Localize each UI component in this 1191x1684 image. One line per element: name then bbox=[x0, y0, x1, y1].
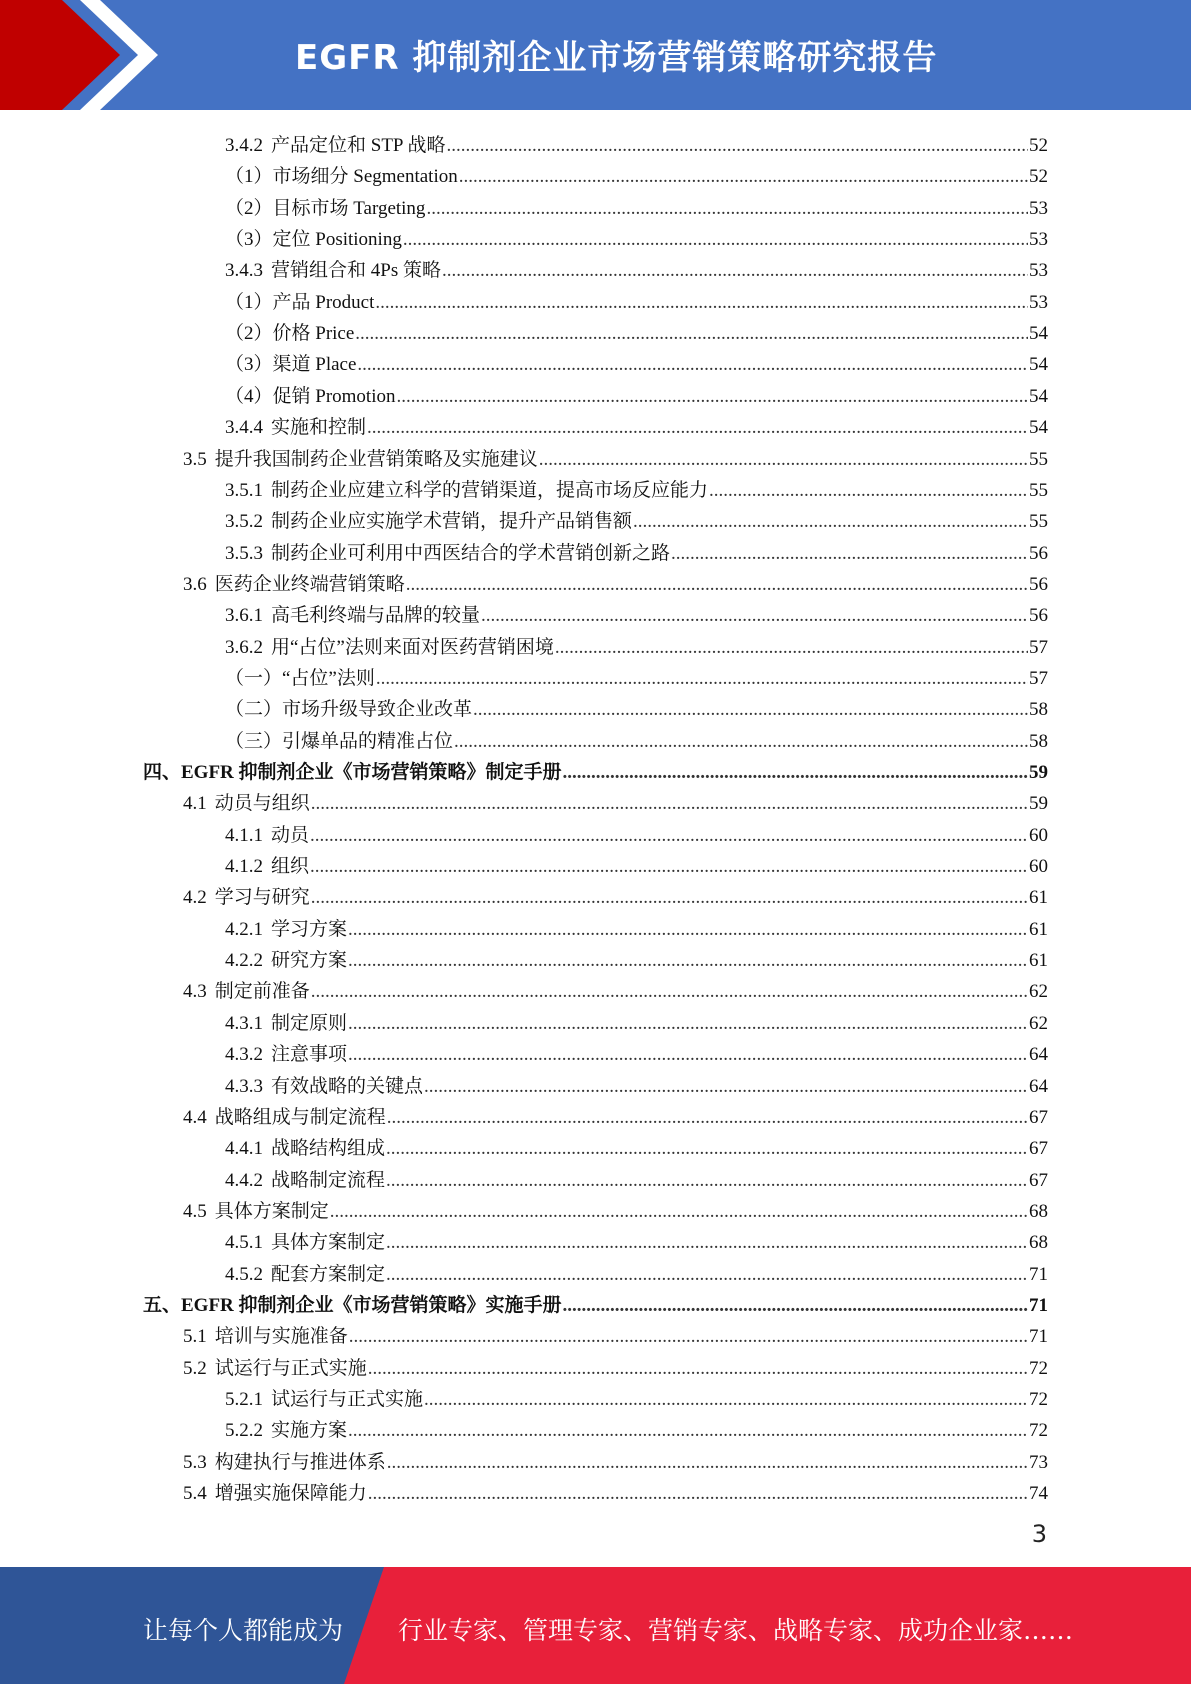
toc-entry-title: 提升我国制药企业营销策略及实施建议 bbox=[214, 449, 538, 470]
toc-entry-title: 增强实施保障能力 bbox=[214, 1483, 367, 1504]
toc-entry-title: 制药企业应实施学术营销，提升产品销售额 bbox=[271, 511, 633, 532]
toc-entry-page: 72 bbox=[1029, 1358, 1048, 1379]
toc-dot-leader bbox=[671, 542, 1028, 566]
toc-entry-page: 58 bbox=[1029, 731, 1048, 752]
toc-entry-page: 54 bbox=[1029, 354, 1048, 375]
footer-slogan-right: 行业专家、管理专家、营销专家、战略专家、成功企业家…… bbox=[398, 1616, 1074, 1645]
toc-entry-number: 4.2.1 bbox=[225, 919, 263, 940]
toc-entry-page: 67 bbox=[1029, 1138, 1048, 1159]
toc-entry-title: （二）市场升级导致企业改革 bbox=[225, 699, 473, 720]
toc-dot-leader bbox=[459, 165, 1028, 189]
toc-entry-title: （2）价格 Price bbox=[225, 323, 355, 344]
toc-entry-title: 有效战略的关键点 bbox=[271, 1076, 424, 1097]
toc-entry-title: 培训与实施准备 bbox=[214, 1326, 348, 1347]
toc-entry[interactable] bbox=[225, 1162, 1048, 1193]
toc-dot-leader bbox=[396, 385, 1028, 409]
toc-dot-leader bbox=[481, 604, 1028, 628]
toc-entry-page: 64 bbox=[1029, 1044, 1048, 1065]
toc-entry-page: 68 bbox=[1029, 1201, 1048, 1222]
toc-dot-leader bbox=[539, 448, 1028, 472]
toc-entry-page: 56 bbox=[1029, 574, 1048, 595]
toc-entry[interactable] bbox=[183, 973, 1048, 1004]
toc-entry[interactable] bbox=[183, 566, 1048, 597]
toc-entry-number: 4.5.1 bbox=[225, 1232, 263, 1253]
toc-entry-title: 实施和控制 bbox=[271, 417, 367, 438]
toc-dot-leader bbox=[387, 1451, 1028, 1475]
toc-entry[interactable] bbox=[225, 1224, 1048, 1255]
toc-entry-page: 67 bbox=[1029, 1170, 1048, 1191]
toc-entry[interactable] bbox=[225, 535, 1048, 566]
toc-dot-leader bbox=[442, 259, 1028, 283]
toc-dot-leader bbox=[311, 792, 1028, 816]
toc-entry-title: （4）促销 Promotion bbox=[225, 386, 396, 407]
toc-entry-page: 61 bbox=[1029, 887, 1048, 908]
toc-dot-leader bbox=[348, 1012, 1028, 1036]
toc-entry-number: 4.2.2 bbox=[225, 950, 263, 971]
toc-entry[interactable] bbox=[225, 942, 1048, 973]
toc-dot-leader bbox=[311, 980, 1028, 1004]
toc-dot-leader bbox=[473, 698, 1028, 722]
toc-entry-title: 产品定位和 STP 战略 bbox=[271, 135, 446, 156]
toc-entry-title: 制定原则 bbox=[271, 1013, 348, 1034]
toc-entry[interactable] bbox=[183, 1318, 1048, 1349]
toc-dot-leader bbox=[387, 1106, 1028, 1130]
toc-entry-number: 3.5.2 bbox=[225, 511, 263, 532]
toc-entry[interactable] bbox=[225, 1068, 1048, 1099]
footer-slogan-left: 让每个人都能成为 bbox=[143, 1616, 344, 1645]
toc-dot-leader bbox=[424, 1075, 1028, 1099]
toc-entry[interactable] bbox=[225, 1036, 1048, 1067]
toc-entry-title: 制定前准备 bbox=[214, 981, 310, 1002]
toc-dot-leader bbox=[357, 353, 1028, 377]
toc-entry-page: 72 bbox=[1029, 1420, 1048, 1441]
toc-dot-leader bbox=[563, 761, 1028, 785]
report-title: EGFR 抑制剂企业市场营销策略研究报告 bbox=[295, 38, 938, 78]
toc-entry-number: 5.2.2 bbox=[225, 1420, 263, 1441]
toc-entry[interactable] bbox=[183, 441, 1048, 472]
page-number: 3 bbox=[1031, 1520, 1047, 1548]
toc-dot-leader bbox=[406, 573, 1028, 597]
toc-entry-page: 71 bbox=[1029, 1264, 1048, 1285]
toc-entry-page: 55 bbox=[1029, 511, 1048, 532]
toc-entry[interactable] bbox=[225, 503, 1048, 534]
toc-entry-title: 制药企业可利用中西医结合的学术营销创新之路 bbox=[271, 543, 671, 564]
toc-entry-number: 4.4 bbox=[183, 1107, 207, 1128]
toc-entry-page: 53 bbox=[1029, 229, 1048, 250]
toc-dot-leader bbox=[368, 1357, 1028, 1381]
toc-entry-number: 4.3.3 bbox=[225, 1076, 263, 1097]
toc-dot-leader bbox=[368, 1482, 1028, 1506]
toc-dot-leader bbox=[375, 291, 1028, 315]
toc-dot-leader bbox=[386, 1169, 1028, 1193]
toc-entry-title: （1）市场细分 Segmentation bbox=[225, 166, 458, 187]
toc-entry[interactable] bbox=[143, 1287, 1048, 1318]
toc-entry-page: 62 bbox=[1029, 1013, 1048, 1034]
toc-entry-title: 具体方案制定 bbox=[214, 1201, 329, 1222]
toc-entry-title: 配套方案制定 bbox=[271, 1264, 386, 1285]
toc-entry-number: 3.4.4 bbox=[225, 417, 263, 438]
toc-entry[interactable] bbox=[225, 660, 1048, 691]
toc-entry[interactable] bbox=[225, 378, 1048, 409]
toc-entry-title: 高毛利终端与品牌的较量 bbox=[271, 605, 481, 626]
toc-entry-title: （1）产品 Product bbox=[225, 292, 375, 313]
toc-entry[interactable] bbox=[225, 848, 1048, 879]
toc-entry-number: 4.1.1 bbox=[225, 825, 263, 846]
toc-entry-title: 制药企业应建立科学的营销渠道，提高市场反应能力 bbox=[271, 480, 709, 501]
toc-dot-leader bbox=[348, 949, 1028, 973]
toc-entry-page: 55 bbox=[1029, 480, 1048, 501]
toc-entry[interactable] bbox=[183, 1193, 1048, 1224]
toc-entry-page: 53 bbox=[1029, 292, 1048, 313]
toc-entry-page: 60 bbox=[1029, 825, 1048, 846]
toc-entry-title: 战略组成与制定流程 bbox=[214, 1107, 386, 1128]
toc-entry-page: 71 bbox=[1029, 1326, 1048, 1347]
toc-entry[interactable] bbox=[183, 879, 1048, 910]
toc-entry-title: （一）“占位”法则 bbox=[225, 668, 375, 689]
toc-entry[interactable] bbox=[225, 1005, 1048, 1036]
toc-entry-page: 54 bbox=[1029, 386, 1048, 407]
toc-dot-leader bbox=[709, 479, 1028, 503]
toc-dot-leader bbox=[424, 1388, 1028, 1412]
toc-entry-page: 52 bbox=[1029, 166, 1048, 187]
toc-entry-number: 4.2 bbox=[183, 887, 207, 908]
toc-entry-title: 注意事项 bbox=[271, 1044, 348, 1065]
toc-entry[interactable] bbox=[183, 1350, 1048, 1381]
toc-dot-leader bbox=[454, 730, 1028, 754]
toc-entry[interactable] bbox=[225, 817, 1048, 848]
toc-entry[interactable] bbox=[225, 190, 1048, 221]
toc-dot-leader bbox=[355, 322, 1028, 346]
toc-entry-title: （3）定位 Positioning bbox=[225, 229, 402, 250]
toc-entry-title: 医药企业终端营销策略 bbox=[214, 574, 405, 595]
toc-entry-number: 5.3 bbox=[183, 1452, 207, 1473]
toc-entry[interactable] bbox=[183, 785, 1048, 816]
toc-entry[interactable] bbox=[225, 1381, 1048, 1412]
toc-entry-page: 56 bbox=[1029, 605, 1048, 626]
toc-entry-number: 3.6.2 bbox=[225, 637, 263, 658]
toc-dot-leader bbox=[310, 855, 1028, 879]
toc-entry-page: 55 bbox=[1029, 449, 1048, 470]
toc-entry-title: 战略结构组成 bbox=[271, 1138, 386, 1159]
toc-entry[interactable] bbox=[225, 409, 1048, 440]
toc-entry[interactable] bbox=[225, 127, 1048, 158]
toc-entry-number: 5.4 bbox=[183, 1483, 207, 1504]
toc-entry-page: 71 bbox=[1029, 1295, 1048, 1316]
toc-entry-page: 53 bbox=[1029, 198, 1048, 219]
footer-banner bbox=[0, 1567, 1191, 1684]
toc-entry-title: （2）目标市场 Targeting bbox=[225, 198, 426, 219]
toc-entry-page: 60 bbox=[1029, 856, 1048, 877]
toc-entry-number: 3.5.1 bbox=[225, 480, 263, 501]
toc-entry[interactable] bbox=[225, 284, 1048, 315]
toc-entry-page: 62 bbox=[1029, 981, 1048, 1002]
toc-entry[interactable] bbox=[183, 1099, 1048, 1130]
toc-dot-leader bbox=[386, 1263, 1028, 1287]
toc-entry[interactable] bbox=[225, 472, 1048, 503]
toc-dot-leader bbox=[367, 416, 1028, 440]
toc-dot-leader bbox=[403, 228, 1028, 252]
toc-entry-page: 57 bbox=[1029, 637, 1048, 658]
toc-entry-title: 营销组合和 4Ps 策略 bbox=[271, 260, 441, 281]
toc-dot-leader bbox=[555, 636, 1028, 660]
header-chevron-decoration bbox=[0, 0, 160, 110]
toc-entry-number: 3.5 bbox=[183, 449, 207, 470]
toc-entry[interactable] bbox=[225, 221, 1048, 252]
toc-dot-leader bbox=[348, 918, 1028, 942]
toc-dot-leader bbox=[310, 824, 1028, 848]
toc-entry-title: （三）引爆单品的精准占位 bbox=[225, 731, 454, 752]
toc-entry-number: 3.6.1 bbox=[225, 605, 263, 626]
toc-entry[interactable] bbox=[225, 723, 1048, 754]
toc-entry[interactable] bbox=[143, 754, 1048, 785]
toc-entry-number: 3.4.3 bbox=[225, 260, 263, 281]
toc-entry-title: 用“占位”法则来面对医药营销困境 bbox=[271, 637, 554, 658]
toc-entry[interactable] bbox=[225, 1256, 1048, 1287]
toc-entry-number: 5.1 bbox=[183, 1326, 207, 1347]
toc-entry-page: 59 bbox=[1029, 762, 1048, 783]
toc-dot-leader bbox=[348, 1043, 1028, 1067]
toc-entry-page: 59 bbox=[1029, 793, 1048, 814]
toc-entry[interactable] bbox=[225, 691, 1048, 722]
report-header bbox=[0, 0, 1191, 110]
toc-entry-number: 5.2 bbox=[183, 1358, 207, 1379]
toc-entry[interactable] bbox=[225, 158, 1048, 189]
toc-entry-page: 53 bbox=[1029, 260, 1048, 281]
toc-entry-title: 学习与研究 bbox=[214, 887, 310, 908]
toc-entry-title: 具体方案制定 bbox=[271, 1232, 386, 1253]
toc-dot-leader bbox=[311, 886, 1028, 910]
toc-entry-number: 4.4.1 bbox=[225, 1138, 263, 1159]
toc-entry-page: 54 bbox=[1029, 417, 1048, 438]
toc-dot-leader bbox=[426, 197, 1028, 221]
toc-dot-leader bbox=[563, 1294, 1028, 1318]
toc-entry-number: 4.4.2 bbox=[225, 1170, 263, 1191]
toc-entry-title: 构建执行与推进体系 bbox=[214, 1452, 386, 1473]
toc-entry[interactable] bbox=[225, 346, 1048, 377]
toc-entry-title: （3）渠道 Place bbox=[225, 354, 357, 375]
toc-entry-title: 研究方案 bbox=[271, 950, 348, 971]
toc-entry[interactable] bbox=[225, 315, 1048, 346]
toc-entry-page: 57 bbox=[1029, 668, 1048, 689]
toc-entry-page: 67 bbox=[1029, 1107, 1048, 1128]
toc-entry-page: 61 bbox=[1029, 919, 1048, 940]
toc-dot-leader bbox=[348, 1419, 1028, 1443]
toc-dot-leader bbox=[447, 134, 1028, 158]
toc-entry-number: 3.4.2 bbox=[225, 135, 263, 156]
toc-entry-number: 5.2.1 bbox=[225, 1389, 263, 1410]
toc-entry-page: 68 bbox=[1029, 1232, 1048, 1253]
toc-entry-number: 3.5.3 bbox=[225, 543, 263, 564]
toc-entry-title: 学习方案 bbox=[271, 919, 348, 940]
toc-entry-number: 4.1.2 bbox=[225, 856, 263, 877]
toc-entry-page: 72 bbox=[1029, 1389, 1048, 1410]
toc-entry[interactable] bbox=[183, 1475, 1048, 1506]
toc-entry-page: 61 bbox=[1029, 950, 1048, 971]
toc-entry-title: 试运行与正式实施 bbox=[271, 1389, 424, 1410]
toc-entry-page: 52 bbox=[1029, 135, 1048, 156]
toc-dot-leader bbox=[349, 1325, 1028, 1349]
toc-entry[interactable] bbox=[225, 1412, 1048, 1443]
toc-entry-title: 四、EGFR 抑制剂企业《市场营销策略》制定手册 bbox=[143, 762, 562, 783]
toc-entry[interactable] bbox=[225, 597, 1048, 628]
toc-dot-leader bbox=[330, 1200, 1028, 1224]
toc-entry[interactable] bbox=[225, 1130, 1048, 1161]
toc-entry-title: 动员 bbox=[271, 825, 310, 846]
toc-entry-number: 4.3.1 bbox=[225, 1013, 263, 1034]
toc-entry-page: 54 bbox=[1029, 323, 1048, 344]
toc-entry-title: 实施方案 bbox=[271, 1420, 348, 1441]
toc-entry-page: 56 bbox=[1029, 543, 1048, 564]
toc-entry-page: 64 bbox=[1029, 1076, 1048, 1097]
toc-entry-page: 73 bbox=[1029, 1452, 1048, 1473]
toc-entry-number: 3.6 bbox=[183, 574, 207, 595]
toc-entry-number: 4.3 bbox=[183, 981, 207, 1002]
toc-entry-page: 74 bbox=[1029, 1483, 1048, 1504]
toc-entry[interactable] bbox=[225, 629, 1048, 660]
toc-entry-number: 4.1 bbox=[183, 793, 207, 814]
toc-dot-leader bbox=[386, 1137, 1028, 1161]
toc-entry[interactable] bbox=[225, 911, 1048, 942]
toc-entry-title: 组织 bbox=[271, 856, 310, 877]
toc-entry[interactable] bbox=[225, 252, 1048, 283]
toc-entry-title: 试运行与正式实施 bbox=[214, 1358, 367, 1379]
toc-entry-title: 五、EGFR 抑制剂企业《市场营销策略》实施手册 bbox=[143, 1295, 562, 1316]
toc-entry-number: 4.3.2 bbox=[225, 1044, 263, 1065]
toc-entry-page: 58 bbox=[1029, 699, 1048, 720]
toc-dot-leader bbox=[633, 510, 1028, 534]
toc-entry[interactable] bbox=[183, 1444, 1048, 1475]
toc-entry-number: 4.5 bbox=[183, 1201, 207, 1222]
toc-dot-leader bbox=[386, 1231, 1028, 1255]
toc-entry-number: 4.5.2 bbox=[225, 1264, 263, 1285]
toc-entry-title: 战略制定流程 bbox=[271, 1170, 386, 1191]
toc-dot-leader bbox=[376, 667, 1028, 691]
toc-entry-title: 动员与组织 bbox=[214, 793, 310, 814]
